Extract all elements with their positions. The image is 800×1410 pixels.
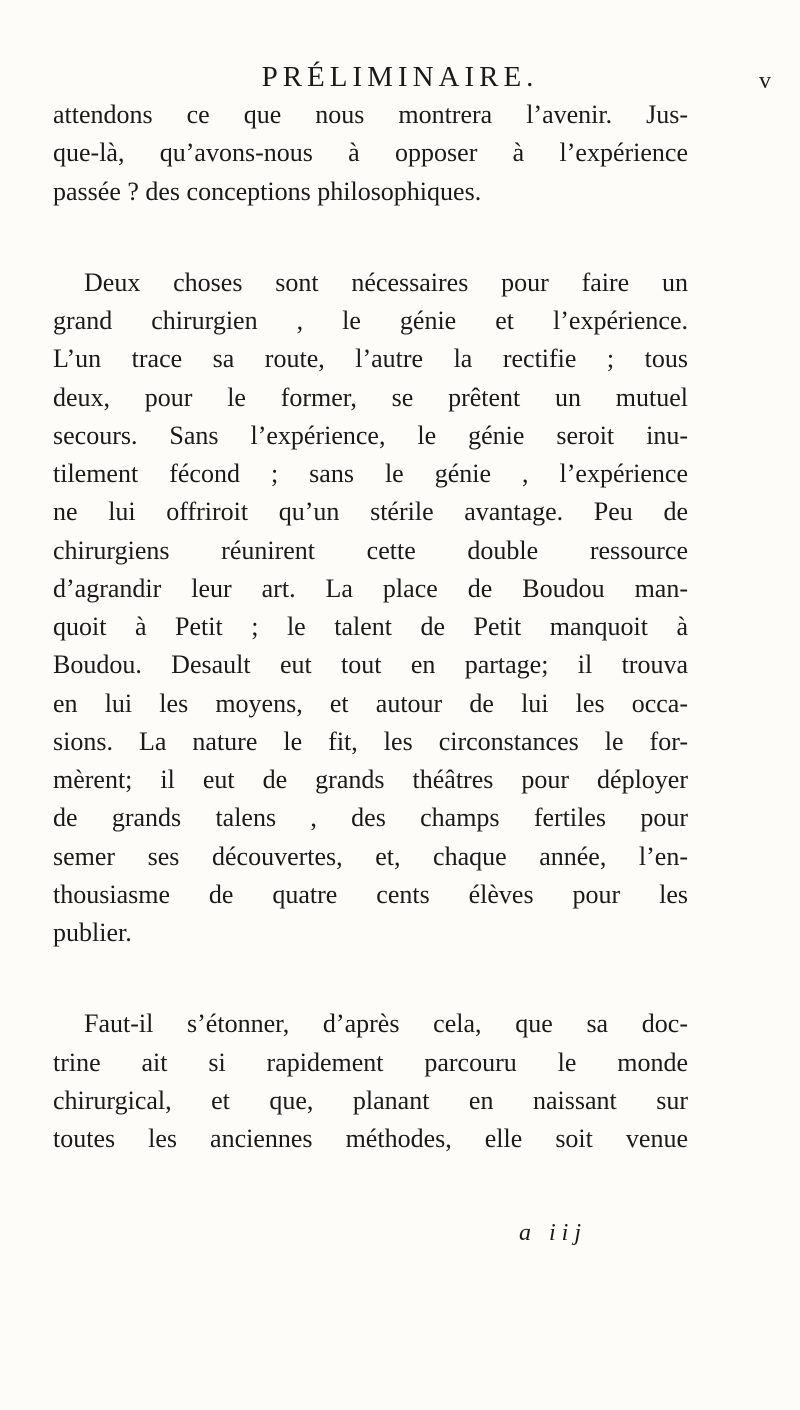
text-line: grand chirurgien , le génie et l’expérience.	[53, 306, 688, 335]
text-line: publier.	[53, 918, 132, 947]
text-line: tilement fécond ; sans le génie , l’expérience	[53, 459, 688, 488]
text-line: L’un trace sa route, l’autre la rectifie ; tous	[53, 344, 688, 374]
text-line: Boudou. Desault eut tout en partage; il trouva	[53, 650, 688, 680]
text-line: que-là, qu’avons-nous à opposer à l’expérience	[53, 138, 688, 168]
text-line: toutes les anciennes méthodes, elle soit venue	[53, 1124, 688, 1153]
text-line: d’agrandir leur art. La place de Boudou man-	[53, 573, 688, 603]
text-line: ne lui offriroit qu’un stérile avantage. Peu de	[53, 497, 688, 527]
paragraph-gap	[53, 211, 688, 264]
text-line: semer ses découvertes, et, chaque année, l’en-	[53, 841, 688, 871]
text-line: deux, pour le former, se prêtent un mutuel	[53, 382, 688, 412]
text-line: de grands talens , des champs fertiles pour	[53, 803, 688, 833]
page-number: v	[759, 68, 771, 94]
text-body	[53, 96, 688, 1158]
text-line: mèrent; il eut de grands théâtres pour déployer	[53, 765, 688, 794]
text-line: passée ? des conceptions philosophiques.	[53, 176, 482, 206]
paragraph-2	[53, 264, 688, 953]
paragraph-gap	[53, 952, 688, 1005]
paragraph-3	[53, 1005, 688, 1158]
text-line: Deux choses sont nécessaires pour faire un	[84, 267, 688, 297]
text-line: sions. La nature le fit, les circonstances le for-	[53, 726, 688, 756]
running-title: PRÉLIMINAIRE.	[261, 61, 539, 93]
text-line: quoit à Petit ; le talent de Petit manquoit à	[53, 612, 688, 641]
text-line: secours. Sans l’expérience, le génie seroit inu-	[53, 420, 688, 450]
text-line: chirurgiens réunirent cette double ressource	[53, 535, 688, 565]
text-line: en lui les moyens, et autour de lui les occa-	[53, 688, 688, 718]
text-line: attendons ce que nous montrera l’avenir. Jus-	[53, 100, 688, 129]
text-line: trine ait si rapidement parcouru le monde	[53, 1047, 688, 1077]
text-line: Faut-il s’étonner, d’après cela, que sa doc-	[84, 1009, 688, 1039]
paragraph-1	[53, 96, 688, 211]
text-line: thousiasme de quatre cents élèves pour les	[53, 879, 688, 909]
text-line: chirurgical, et que, planant en naissant sur	[53, 1085, 688, 1115]
signature-mark: a iij	[519, 1220, 588, 1246]
